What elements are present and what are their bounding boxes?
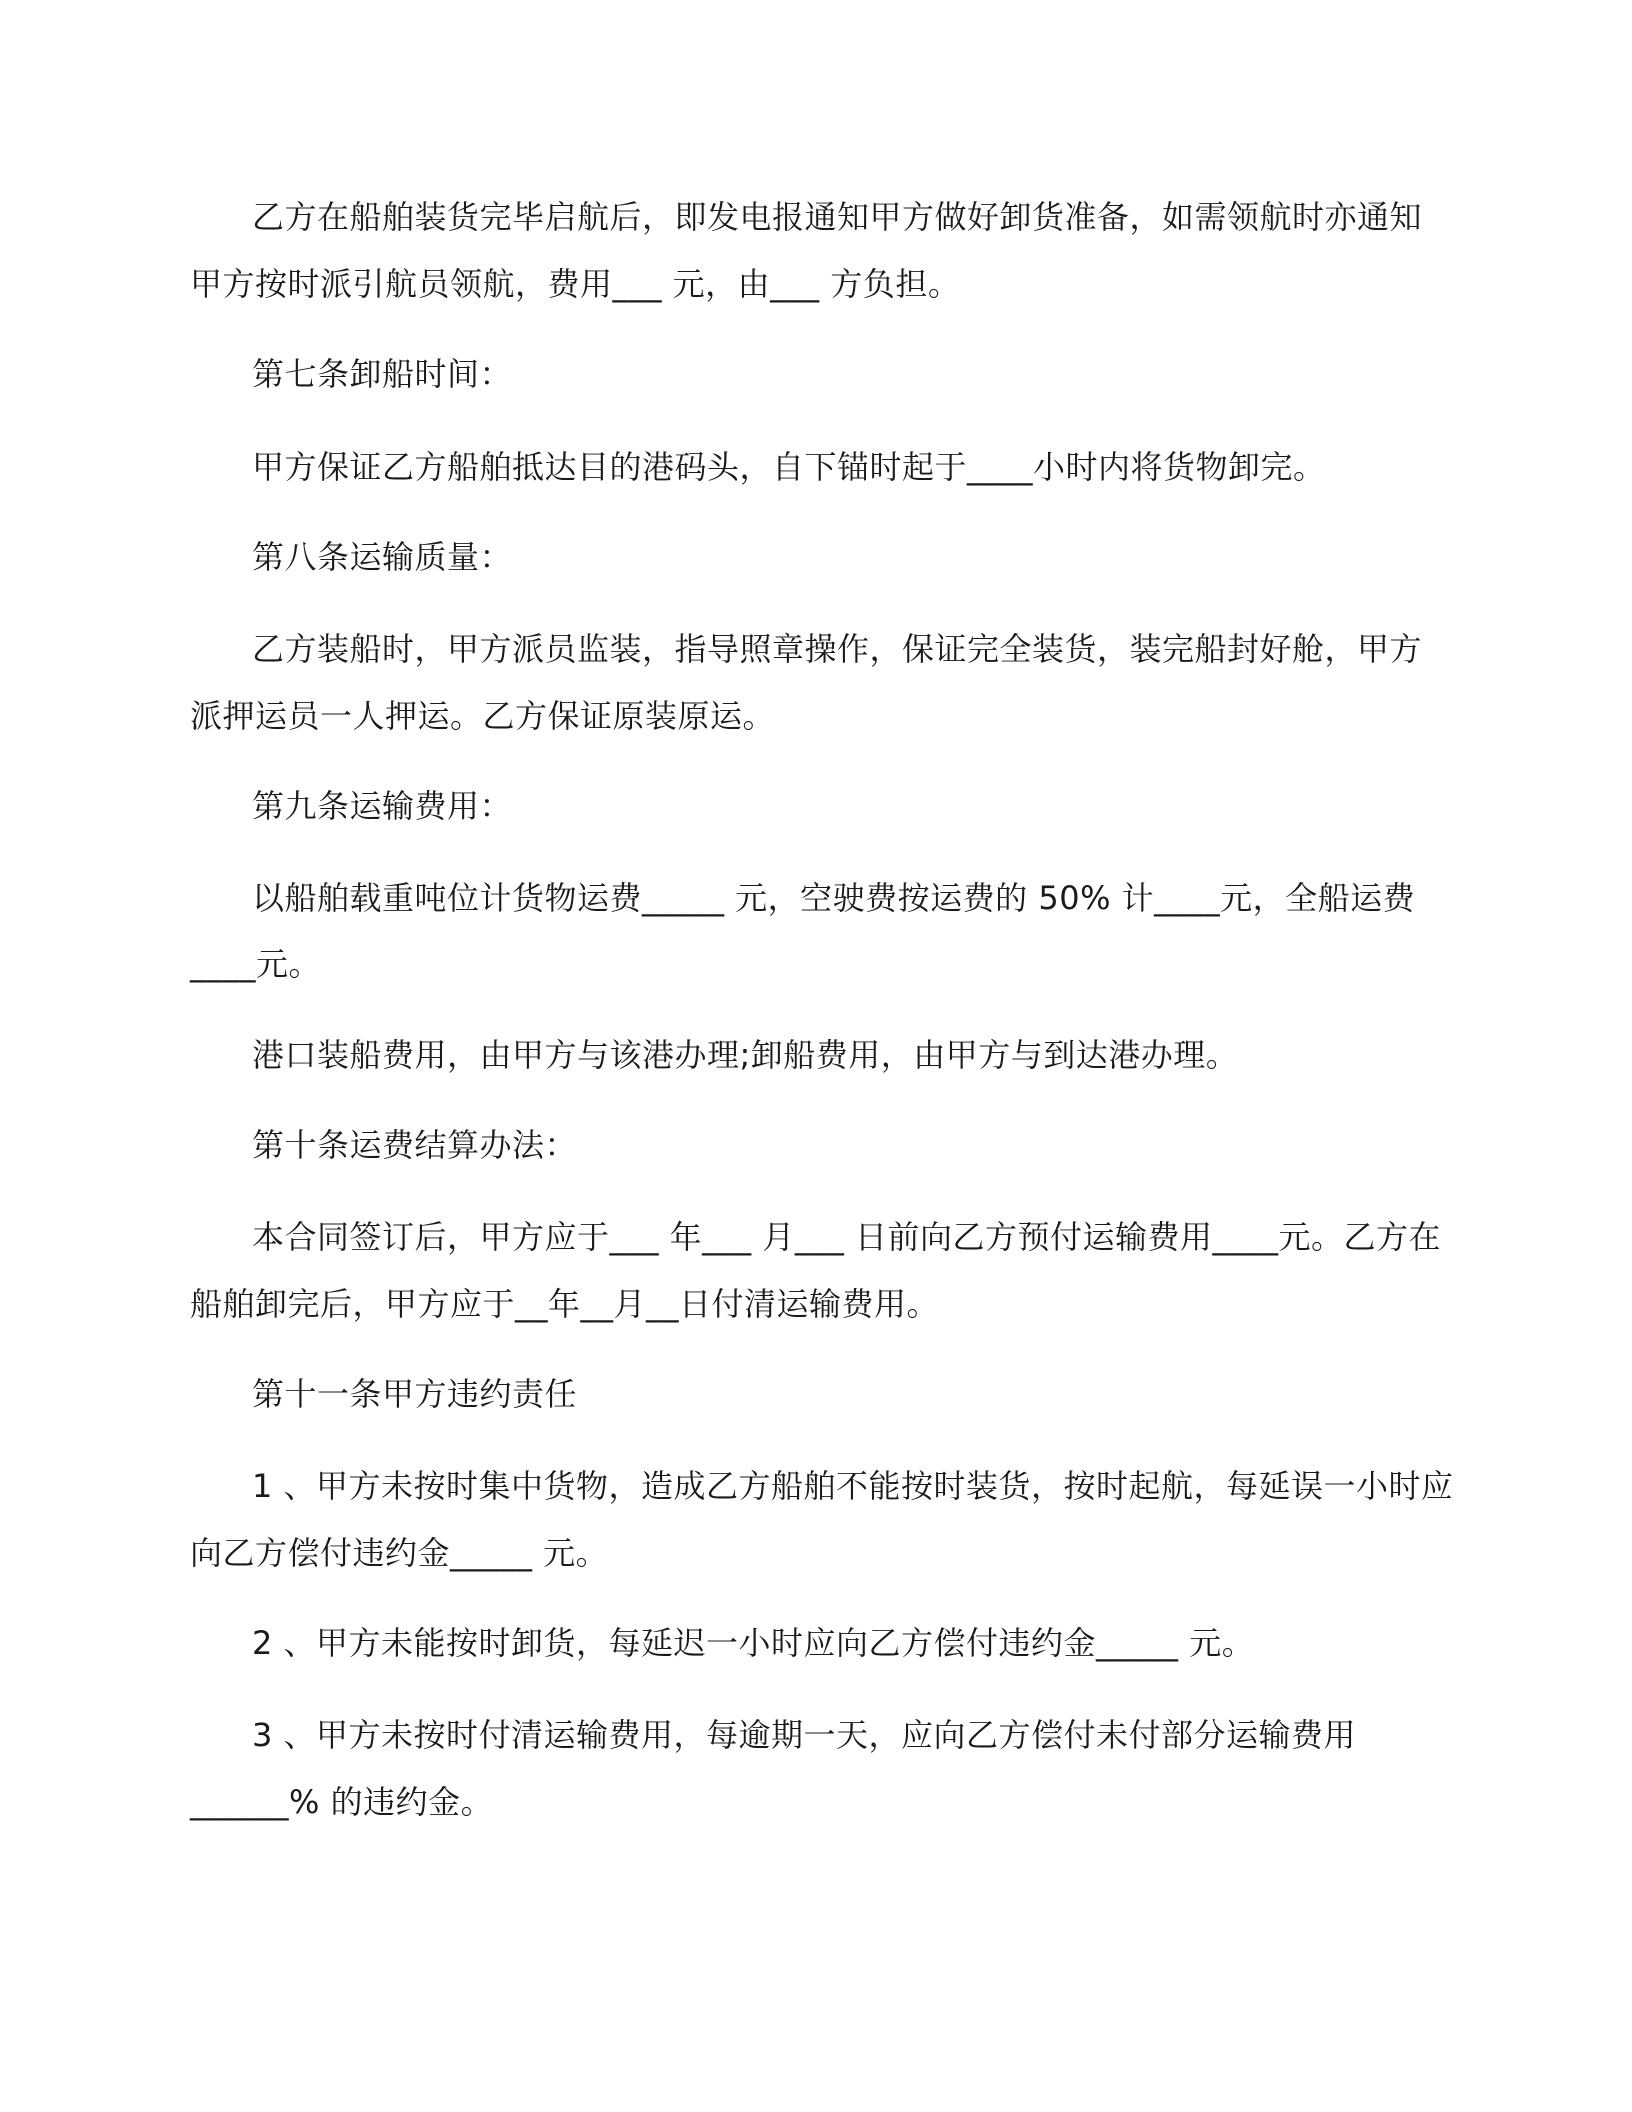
paragraph-line: 乙方装船时，甲方派员监装，指导照章操作，保证完全装货，装完船封好舱，甲方 [252, 630, 1423, 668]
list-item-2: 2 、甲方未能按时卸货，每延迟一小时应向乙方偿付违约金_____ 元。 [252, 1624, 1255, 1662]
paragraph-line: 甲方按时派引航员领航，费用___ 元，由___ 方负担。 [190, 265, 961, 303]
list-item-3: 3 、甲方未按时付清运输费用，每逾期一天，应向乙方偿付未付部分运输费用 [252, 1716, 1357, 1754]
paragraph-line: 以船舶载重吨位计货物运费_____ 元，空驶费按运费的 50% 计____元，全船运费 [252, 879, 1416, 917]
paragraph-line: ____元。 [190, 945, 322, 983]
paragraph-line: 港口装船费用，由甲方与该港办理;卸船费用，由甲方与到达港办理。 [252, 1036, 1239, 1074]
paragraph-line: 派押运员一人押运。乙方保证原装原运。 [190, 697, 776, 735]
section-heading-8: 第八条运输质量： [252, 538, 513, 576]
paragraph-line: 甲方保证乙方船舶抵达目的港码头，自下锚时起于____小时内将货物卸完。 [252, 448, 1326, 486]
section-heading-9: 第九条运输费用： [252, 787, 513, 825]
list-item-1-continued: 向乙方偿付违约金_____ 元。 [190, 1534, 609, 1572]
section-heading-11: 第十一条甲方违约责任 [252, 1375, 578, 1413]
section-heading-10: 第十条运费结算办法： [252, 1126, 578, 1164]
list-item-1: 1 、甲方未按时集中货物，造成乙方船舶不能按时装货，按时起航，每延误一小时应 [252, 1467, 1454, 1505]
section-heading-7: 第七条卸船时间： [252, 355, 513, 393]
paragraph-line: 本合同签订后，甲方应于___ 年___ 月___ 日前向乙方预付运输费用____元。乙方在 [252, 1218, 1442, 1256]
list-item-3-continued: ______% 的违约金。 [190, 1783, 494, 1821]
paragraph-line: 船舶卸完后，甲方应于__年__月__日付清运输费用。 [190, 1285, 940, 1323]
paragraph-line: 乙方在船舶装货完毕启航后，即发电报通知甲方做好卸货准备，如需领航时亦通知 [252, 198, 1423, 236]
